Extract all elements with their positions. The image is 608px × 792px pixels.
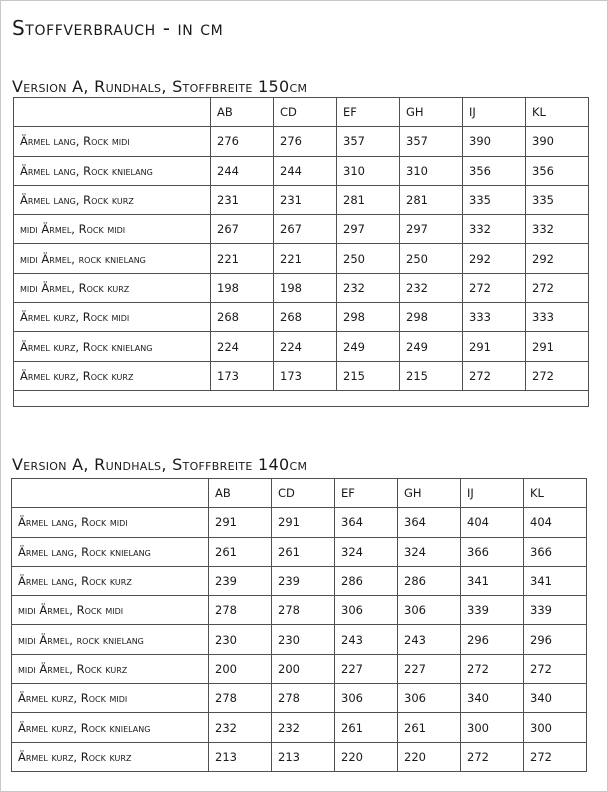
value-cell: 278 [272,684,335,713]
value-cell: 272 [524,742,587,771]
value-cell: 324 [398,537,461,566]
column-header: IJ [463,98,526,127]
value-cell: 173 [211,361,274,390]
row-label: Ärmel kurz, Rock knielang [12,713,209,742]
value-cell: 243 [398,625,461,654]
value-cell: 261 [209,537,272,566]
value-cell: 220 [398,742,461,771]
empty-cell [14,390,589,406]
value-cell: 390 [463,127,526,156]
column-header: CD [272,479,335,508]
table-row [14,156,589,185]
value-cell: 357 [337,127,400,156]
row-label: Ärmel lang, Rock kurz [14,185,211,214]
header-row [12,479,587,508]
header-corner-cell [12,479,209,508]
value-cell: 261 [335,713,398,742]
column-header: CD [274,98,337,127]
page-title: Stoffverbrauch - in cm [12,16,224,40]
value-cell: 249 [400,332,463,361]
value-cell: 272 [461,742,524,771]
table-row [14,273,589,302]
value-cell: 300 [524,713,587,742]
value-cell: 261 [398,713,461,742]
value-cell: 292 [526,244,589,273]
value-cell: 357 [400,127,463,156]
value-cell: 232 [209,713,272,742]
column-header: GH [400,98,463,127]
value-cell: 298 [337,303,400,332]
value-cell: 278 [209,684,272,713]
value-cell: 291 [272,508,335,537]
value-cell: 324 [335,537,398,566]
value-cell: 221 [211,244,274,273]
row-label: midi Ärmel, Rock kurz [12,654,209,683]
column-header: EF [337,98,400,127]
row-label: Ärmel lang, Rock knielang [14,156,211,185]
value-cell: 227 [398,654,461,683]
value-cell: 298 [400,303,463,332]
value-cell: 286 [335,566,398,595]
row-label: Ärmel kurz, Rock midi [14,303,211,332]
table-row [12,625,587,654]
column-header: KL [526,98,589,127]
header-row [14,98,589,127]
column-header: GH [398,479,461,508]
table-row [14,215,589,244]
value-cell: 340 [461,684,524,713]
value-cell: 341 [524,566,587,595]
empty-row [14,390,589,406]
value-cell: 239 [209,566,272,595]
row-label: midi Ärmel, Rock midi [14,215,211,244]
value-cell: 296 [461,625,524,654]
value-cell: 297 [337,215,400,244]
value-cell: 232 [400,273,463,302]
fabric-table-150cm [13,97,589,407]
value-cell: 335 [463,185,526,214]
value-cell: 239 [272,566,335,595]
value-cell: 232 [272,713,335,742]
value-cell: 306 [335,596,398,625]
value-cell: 213 [272,742,335,771]
table-row [14,361,589,390]
table-row [14,185,589,214]
value-cell: 250 [400,244,463,273]
value-cell: 272 [526,361,589,390]
value-cell: 198 [211,273,274,302]
value-cell: 215 [400,361,463,390]
value-cell: 276 [274,127,337,156]
row-label: midi Ärmel, Rock midi [12,596,209,625]
value-cell: 332 [526,215,589,244]
row-label: Ärmel kurz, Rock kurz [12,742,209,771]
value-cell: 220 [335,742,398,771]
header-corner-cell [14,98,211,127]
value-cell: 281 [337,185,400,214]
value-cell: 278 [209,596,272,625]
fabric-table-140cm [11,478,587,772]
value-cell: 292 [463,244,526,273]
value-cell: 339 [461,596,524,625]
value-cell: 300 [461,713,524,742]
table-body [14,98,589,407]
value-cell: 244 [274,156,337,185]
value-cell: 339 [524,596,587,625]
value-cell: 261 [272,537,335,566]
row-label: Ärmel lang, Rock knielang [12,537,209,566]
value-cell: 291 [209,508,272,537]
value-cell: 333 [526,303,589,332]
column-header: EF [335,479,398,508]
value-cell: 267 [211,215,274,244]
value-cell: 390 [526,127,589,156]
value-cell: 340 [524,684,587,713]
table-row [14,303,589,332]
value-cell: 276 [211,127,274,156]
row-label: Ärmel kurz, Rock midi [12,684,209,713]
value-cell: 198 [274,273,337,302]
value-cell: 230 [209,625,272,654]
value-cell: 306 [335,684,398,713]
row-label: midi Ärmel, rock knielang [12,625,209,654]
column-header: AB [209,479,272,508]
row-label: Ärmel lang, Rock midi [12,508,209,537]
value-cell: 341 [461,566,524,595]
value-cell: 332 [463,215,526,244]
value-cell: 232 [337,273,400,302]
value-cell: 364 [398,508,461,537]
table-body [12,479,587,772]
section-title-150cm: Version A, Rundhals, Stoffbreite 150cm [12,77,308,96]
table-row [12,713,587,742]
table-row [12,566,587,595]
value-cell: 310 [400,156,463,185]
row-label: Ärmel lang, Rock kurz [12,566,209,595]
value-cell: 231 [211,185,274,214]
value-cell: 356 [526,156,589,185]
value-cell: 200 [272,654,335,683]
value-cell: 291 [526,332,589,361]
table-row [14,244,589,273]
value-cell: 404 [524,508,587,537]
value-cell: 224 [274,332,337,361]
table-row [12,508,587,537]
section-title-140cm: Version A, Rundhals, Stoffbreite 140cm [12,455,308,474]
value-cell: 267 [274,215,337,244]
value-cell: 250 [337,244,400,273]
column-header: IJ [461,479,524,508]
value-cell: 215 [337,361,400,390]
row-label: midi Ärmel, rock knielang [14,244,211,273]
value-cell: 268 [274,303,337,332]
value-cell: 227 [335,654,398,683]
column-header: AB [211,98,274,127]
value-cell: 249 [337,332,400,361]
value-cell: 221 [274,244,337,273]
value-cell: 356 [463,156,526,185]
row-label: Ärmel lang, Rock midi [14,127,211,156]
value-cell: 268 [211,303,274,332]
value-cell: 306 [398,684,461,713]
value-cell: 366 [461,537,524,566]
value-cell: 366 [524,537,587,566]
table-row [14,332,589,361]
value-cell: 213 [209,742,272,771]
row-label: Ärmel kurz, Rock kurz [14,361,211,390]
value-cell: 310 [337,156,400,185]
value-cell: 364 [335,508,398,537]
value-cell: 335 [526,185,589,214]
value-cell: 333 [463,303,526,332]
value-cell: 281 [400,185,463,214]
value-cell: 272 [524,654,587,683]
value-cell: 272 [461,654,524,683]
value-cell: 278 [272,596,335,625]
value-cell: 306 [398,596,461,625]
table-row [12,537,587,566]
row-label: midi Ärmel, Rock kurz [14,273,211,302]
column-header: KL [524,479,587,508]
value-cell: 243 [335,625,398,654]
table-row [12,654,587,683]
row-label: Ärmel kurz, Rock knielang [14,332,211,361]
value-cell: 231 [274,185,337,214]
value-cell: 230 [272,625,335,654]
value-cell: 297 [400,215,463,244]
value-cell: 224 [211,332,274,361]
value-cell: 272 [463,273,526,302]
table-row [12,596,587,625]
value-cell: 286 [398,566,461,595]
value-cell: 173 [274,361,337,390]
table-row [12,684,587,713]
value-cell: 272 [526,273,589,302]
table-row [14,127,589,156]
value-cell: 404 [461,508,524,537]
value-cell: 244 [211,156,274,185]
table-row [12,742,587,771]
value-cell: 291 [463,332,526,361]
value-cell: 272 [463,361,526,390]
value-cell: 200 [209,654,272,683]
value-cell: 296 [524,625,587,654]
